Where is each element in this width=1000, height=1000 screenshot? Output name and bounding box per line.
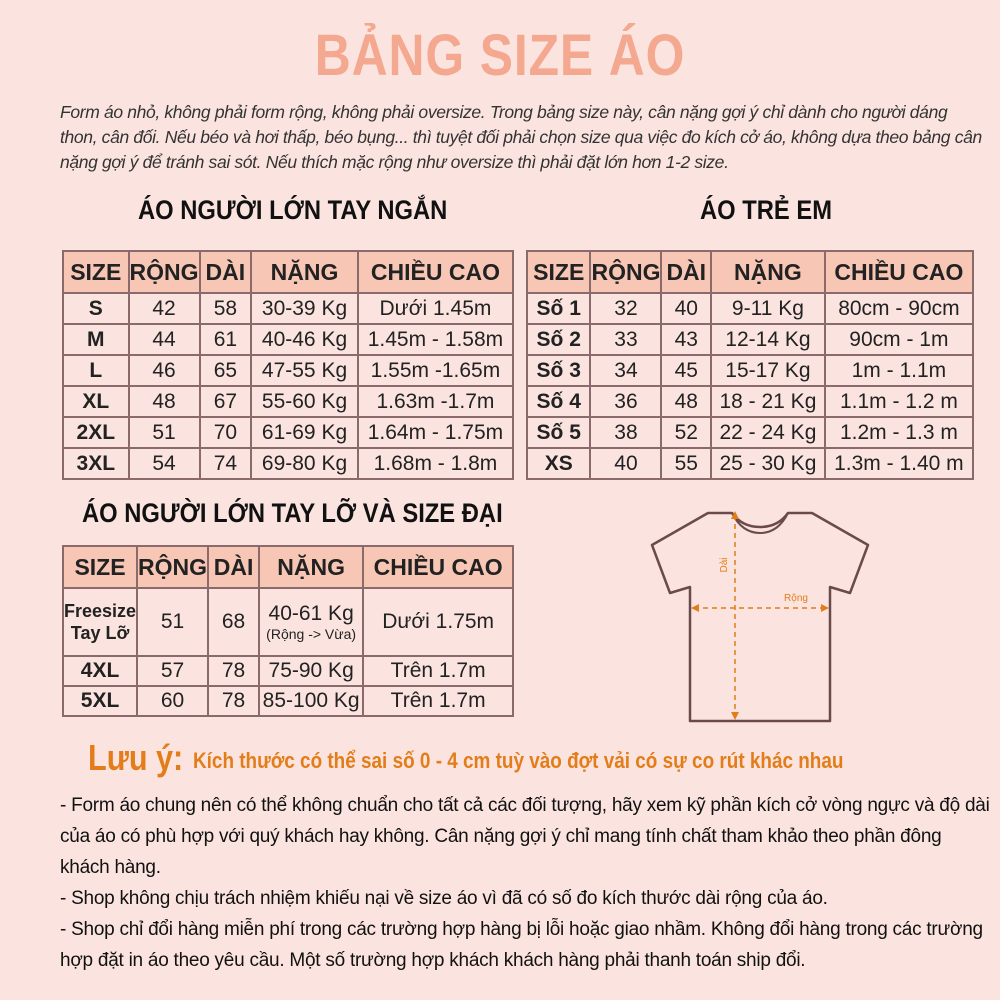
table-cell: 45 <box>661 355 711 386</box>
kids-table <box>526 250 974 480</box>
table-cell: Trên 1.7m <box>363 686 513 716</box>
note-label: Lưu ý: <box>88 737 184 778</box>
table-cell: 12-14 Kg <box>711 324 825 355</box>
table-cell: 80cm - 90cm <box>825 293 973 324</box>
table-row <box>63 293 513 324</box>
column-header: NẶNG <box>259 546 363 588</box>
table-row <box>527 355 973 386</box>
table-cell: 44 <box>129 324 200 355</box>
table-cell: 90cm - 1m <box>825 324 973 355</box>
table-row <box>527 293 973 324</box>
table-cell: 61-69 Kg <box>251 417 358 448</box>
column-header: CHIỀU CAO <box>363 546 513 588</box>
table-cell: 22 - 24 Kg <box>711 417 825 448</box>
table-cell: 33 <box>590 324 661 355</box>
table-cell: 48 <box>129 386 200 417</box>
table-cell: Trên 1.7m <box>363 656 513 686</box>
column-header: CHIỀU CAO <box>358 251 513 293</box>
table-cell: 57 <box>137 656 208 686</box>
tshirt-outline <box>652 513 868 721</box>
table-row <box>63 355 513 386</box>
table-row <box>63 417 513 448</box>
table-cell: 1.63m -1.7m <box>358 386 513 417</box>
table-cell: 38 <box>590 417 661 448</box>
table-cell: 32 <box>590 293 661 324</box>
table-row <box>527 448 973 479</box>
table-cell: 58 <box>200 293 252 324</box>
table-cell: 1.3m - 1.40 m <box>825 448 973 479</box>
size-cell: 4XL <box>63 656 137 686</box>
note-item: - Shop không chịu trách nhiệm khiếu nại về size áo vì đã có số đo kích thước dài rộng của áo. <box>60 888 828 909</box>
adult-loose-table <box>62 545 514 717</box>
table-cell: 51 <box>137 588 208 656</box>
adult-short-heading: ÁO NGƯỜI LỚN TAY NGẮN <box>138 195 448 225</box>
weight-note: (Rộng -> Vừa) <box>266 626 357 642</box>
table-row <box>527 324 973 355</box>
adult-loose-heading: ÁO NGƯỜI LỚN TAY LỠ VÀ SIZE ĐẠI <box>82 498 503 528</box>
size-cell: 3XL <box>63 448 129 479</box>
table-row <box>63 588 513 656</box>
column-header: RỘNG <box>129 251 200 293</box>
column-header: DÀI <box>200 251 252 293</box>
column-header: NẶNG <box>251 251 358 293</box>
table-cell: 85-100 Kg <box>259 686 363 716</box>
column-header: RỘNG <box>137 546 208 588</box>
note-item: - Shop chỉ đổi hàng miễn phí trong các trường hợp hàng bị lỗi hoặc giao nhầm. Không đổi hàng trong các trường hợp đặt in áo theo yêu cầu. Một số trường hợp khách khách hàng phải thanh toán ship đổi. <box>60 919 983 971</box>
notes-list <box>60 790 990 976</box>
size-cell: Số 3 <box>527 355 590 386</box>
table-cell <box>259 588 363 656</box>
size-cell: Số 4 <box>527 386 590 417</box>
table-cell: Dưới 1.75m <box>363 588 513 656</box>
width-label: Rộng <box>784 593 808 604</box>
table-cell: 40 <box>661 293 711 324</box>
column-header: RỘNG <box>590 251 661 293</box>
size-cell: Số 2 <box>527 324 590 355</box>
size-cell: 2XL <box>63 417 129 448</box>
column-header: CHIỀU CAO <box>825 251 973 293</box>
table-cell: 1.55m -1.65m <box>358 355 513 386</box>
table-cell: 43 <box>661 324 711 355</box>
table-cell: 1.1m - 1.2 m <box>825 386 973 417</box>
length-label: Dài <box>719 557 730 573</box>
table-cell: 1.64m - 1.75m <box>358 417 513 448</box>
table-cell: 9-11 Kg <box>711 293 825 324</box>
size-cell: Số 5 <box>527 417 590 448</box>
table-row <box>527 386 973 417</box>
note-item: - Form áo chung nên có thể không chuẩn cho tất cả các đối tượng, hãy xem kỹ phần kích cở vòng ngực và độ dài của áo có phù hợp với quý khách hay không. Cân nặng gợi ý chỉ mang tính chất tham khảo theo phần đông khách hàng. <box>60 795 990 878</box>
freesize-label: Freesize <box>64 601 137 621</box>
table-row <box>527 417 973 448</box>
table-cell: 42 <box>129 293 200 324</box>
table-cell: Dưới 1.45m <box>358 293 513 324</box>
table-cell: 1m - 1.1m <box>825 355 973 386</box>
table-cell: 75-90 Kg <box>259 656 363 686</box>
kids-heading: ÁO TRẺ EM <box>700 195 833 225</box>
table-cell: 65 <box>200 355 252 386</box>
table-cell: 48 <box>661 386 711 417</box>
table-cell: 74 <box>200 448 252 479</box>
table-row <box>63 656 513 686</box>
table-header-row <box>63 251 513 293</box>
table-cell: 46 <box>129 355 200 386</box>
tshirt-diagram <box>650 505 870 725</box>
table-cell: 40-46 Kg <box>251 324 358 355</box>
size-cell: L <box>63 355 129 386</box>
table-cell: 55-60 Kg <box>251 386 358 417</box>
table-cell: 69-80 Kg <box>251 448 358 479</box>
table-row <box>63 686 513 716</box>
freesize-sublabel: Tay Lỡ <box>70 623 130 643</box>
column-header: DÀI <box>208 546 259 588</box>
note-highlight: Kích thước có thể sai số 0 - 4 cm tuỳ vào đợt vải có sự co rút khác nhau <box>193 748 844 773</box>
table-cell: 47-55 Kg <box>251 355 358 386</box>
size-cell: M <box>63 324 129 355</box>
table-cell: 51 <box>129 417 200 448</box>
size-cell <box>63 588 137 656</box>
table-cell: 70 <box>200 417 252 448</box>
table-header-row <box>527 251 973 293</box>
table-cell: 52 <box>661 417 711 448</box>
table-cell: 78 <box>208 686 259 716</box>
table-cell: 61 <box>200 324 252 355</box>
table-cell: 54 <box>129 448 200 479</box>
table-cell: 40 <box>590 448 661 479</box>
table-cell: 36 <box>590 386 661 417</box>
table-row <box>63 448 513 479</box>
page-title: BẢNG SIZE ÁO <box>314 23 686 88</box>
table-cell: 34 <box>590 355 661 386</box>
size-cell: XL <box>63 386 129 417</box>
table-row <box>63 386 513 417</box>
size-cell: S <box>63 293 129 324</box>
size-cell: XS <box>527 448 590 479</box>
table-cell: 15-17 Kg <box>711 355 825 386</box>
column-header: SIZE <box>527 251 590 293</box>
table-cell: 25 - 30 Kg <box>711 448 825 479</box>
column-header: NẶNG <box>711 251 825 293</box>
column-header: DÀI <box>661 251 711 293</box>
table-cell: 1.2m - 1.3 m <box>825 417 973 448</box>
size-cell: 5XL <box>63 686 137 716</box>
table-cell: 18 - 21 Kg <box>711 386 825 417</box>
size-cell: Số 1 <box>527 293 590 324</box>
table-cell: 55 <box>661 448 711 479</box>
intro-text: Form áo nhỏ, không phải form rộng, không phải oversize. Trong bảng size này, cân nặng gợi ý chỉ dành cho người dáng thon, cân đối. Nếu béo và hơi thấp, béo bụng... thì tuyệt đối phải chọn size qua việc đo kích cở áo, không dựa theo bảng cân nặng gợi ý để tránh sai sót. Nếu thích mặc rộng như oversize thì phải đặt lớn hơn 1-2 size. <box>60 102 982 172</box>
table-cell: 1.68m - 1.8m <box>358 448 513 479</box>
weight-value: 40-61 Kg <box>268 602 354 625</box>
column-header: SIZE <box>63 251 129 293</box>
adult-short-table <box>62 250 514 480</box>
table-cell: 60 <box>137 686 208 716</box>
table-header-row <box>63 546 513 588</box>
table-cell: 78 <box>208 656 259 686</box>
table-cell: 30-39 Kg <box>251 293 358 324</box>
column-header: SIZE <box>63 546 137 588</box>
table-cell: 68 <box>208 588 259 656</box>
table-row <box>63 324 513 355</box>
table-cell: 67 <box>200 386 252 417</box>
table-cell: 1.45m - 1.58m <box>358 324 513 355</box>
